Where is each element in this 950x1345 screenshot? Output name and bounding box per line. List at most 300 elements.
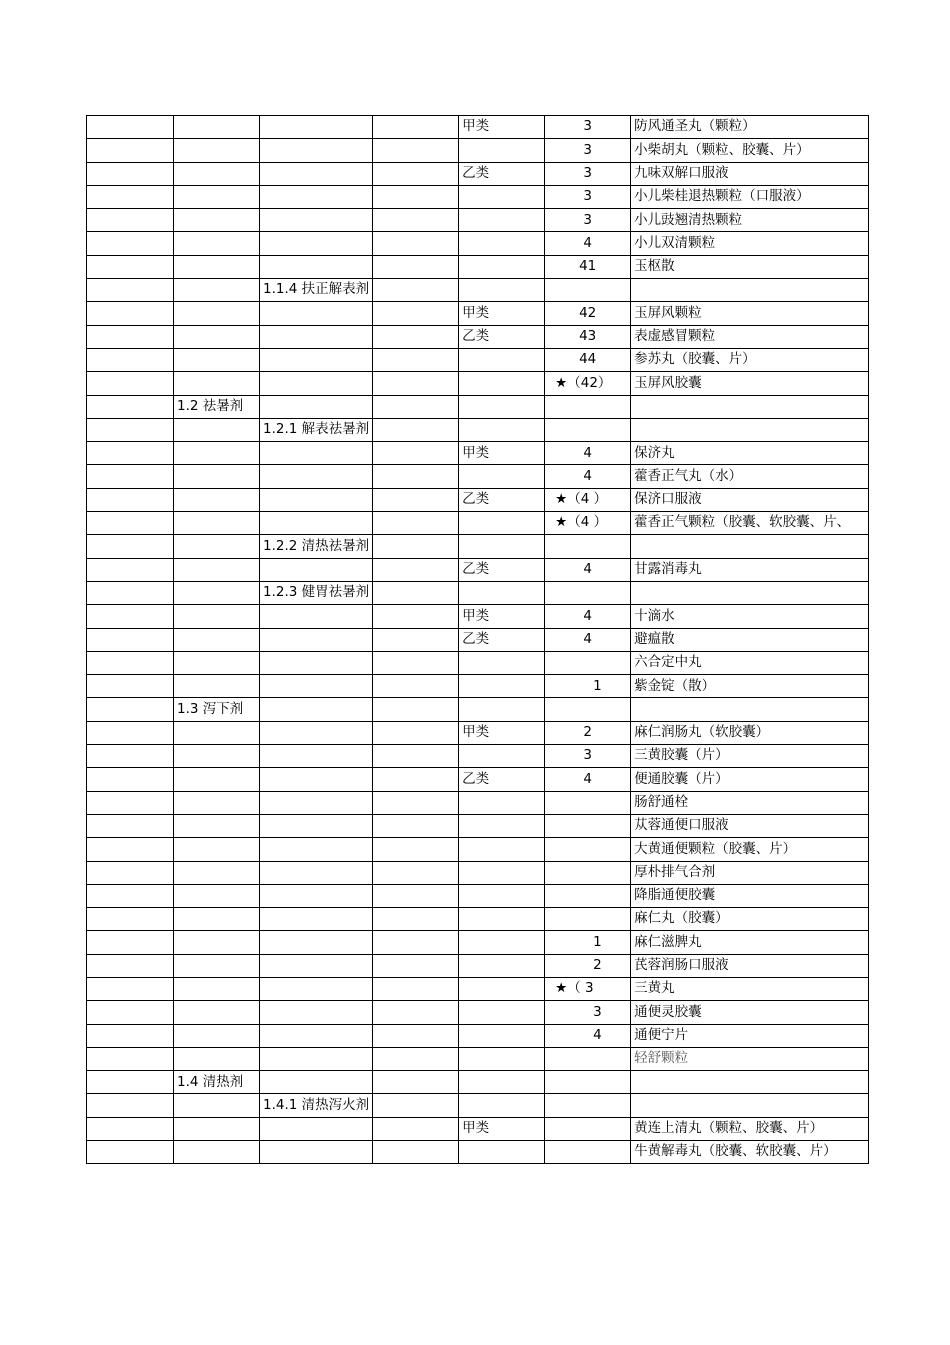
drug-name-cell: 保济丸 [631, 442, 869, 465]
drug-name-cell: 小儿豉翘清热颗粒 [631, 209, 869, 232]
col4-cell [373, 651, 459, 674]
table-row [87, 418, 869, 441]
subcategory-cell: 1.4.1 清热泻火剂 [260, 1094, 373, 1117]
col4-cell [373, 721, 459, 744]
col1-cell [87, 814, 174, 837]
category-cell [174, 581, 260, 604]
col4-cell [373, 908, 459, 931]
table-row [87, 908, 869, 931]
table-row [87, 954, 869, 977]
col1-cell [87, 861, 174, 884]
col4-cell [373, 232, 459, 255]
subcategory-cell [260, 651, 373, 674]
number-cell: 43 [545, 325, 631, 348]
class-cell: 甲类 [459, 721, 545, 744]
col4-cell [373, 1024, 459, 1047]
category-cell [174, 1047, 260, 1070]
number-cell [545, 884, 631, 907]
class-cell [459, 372, 545, 395]
col4-cell [373, 512, 459, 535]
number-cell: 41 [545, 255, 631, 278]
number-cell: 4 [545, 1024, 631, 1047]
number-cell: ★（4 ） [545, 488, 631, 511]
number-cell [545, 1117, 631, 1140]
class-cell: 甲类 [459, 605, 545, 628]
table-row [87, 255, 869, 278]
subcategory-cell [260, 861, 373, 884]
col1-cell [87, 209, 174, 232]
class-cell [459, 279, 545, 302]
category-cell [174, 442, 260, 465]
col1-cell [87, 931, 174, 954]
subcategory-cell [260, 675, 373, 698]
col1-cell [87, 1047, 174, 1070]
col4-cell [373, 954, 459, 977]
col4-cell [373, 977, 459, 1000]
subcategory-cell [260, 372, 373, 395]
category-cell [174, 372, 260, 395]
col1-cell [87, 512, 174, 535]
subcategory-cell: 1.1.4 扶正解表剂 [260, 279, 373, 302]
class-cell [459, 884, 545, 907]
subcategory-cell [260, 605, 373, 628]
number-cell: 3 [545, 162, 631, 185]
col4-cell [373, 675, 459, 698]
col4-cell [373, 1071, 459, 1094]
drug-name-cell: 避瘟散 [631, 628, 869, 651]
number-cell [545, 1071, 631, 1094]
table-row [87, 209, 869, 232]
col1-cell [87, 558, 174, 581]
class-cell [459, 418, 545, 441]
subcategory-cell [260, 1024, 373, 1047]
category-cell [174, 279, 260, 302]
table-row [87, 651, 869, 674]
category-cell [174, 977, 260, 1000]
category-cell [174, 139, 260, 162]
table-row [87, 1024, 869, 1047]
col1-cell [87, 1117, 174, 1140]
category-cell [174, 348, 260, 371]
class-cell: 乙类 [459, 558, 545, 581]
class-cell: 乙类 [459, 768, 545, 791]
col4-cell [373, 348, 459, 371]
col1-cell [87, 185, 174, 208]
col1-cell [87, 908, 174, 931]
category-cell [174, 558, 260, 581]
col1-cell [87, 279, 174, 302]
drug-name-cell [631, 418, 869, 441]
subcategory-cell [260, 977, 373, 1000]
table-row [87, 745, 869, 768]
class-cell [459, 1047, 545, 1070]
class-cell: 甲类 [459, 302, 545, 325]
drug-name-cell: 肠舒通栓 [631, 791, 869, 814]
subcategory-cell: 1.2.1 解表祛暑剂 [260, 418, 373, 441]
col4-cell [373, 279, 459, 302]
category-cell [174, 814, 260, 837]
col1-cell [87, 581, 174, 604]
col1-cell [87, 1141, 174, 1164]
subcategory-cell [260, 884, 373, 907]
subcategory-cell [260, 139, 373, 162]
subcategory-cell [260, 488, 373, 511]
table-row [87, 535, 869, 558]
number-cell: 4 [545, 465, 631, 488]
subcategory-cell [260, 768, 373, 791]
class-cell: 甲类 [459, 116, 545, 139]
col4-cell [373, 931, 459, 954]
table-row [87, 1001, 869, 1024]
drug-name-cell: 轻舒颗粒 [631, 1047, 869, 1070]
number-cell: 42 [545, 302, 631, 325]
category-cell [174, 116, 260, 139]
drug-name-cell [631, 698, 869, 721]
category-cell [174, 1024, 260, 1047]
col4-cell [373, 302, 459, 325]
category-cell [174, 1001, 260, 1024]
table-row [87, 1117, 869, 1140]
category-cell [174, 791, 260, 814]
col1-cell [87, 232, 174, 255]
table-row [87, 232, 869, 255]
class-cell [459, 954, 545, 977]
class-cell [459, 232, 545, 255]
class-cell [459, 395, 545, 418]
class-cell [459, 1141, 545, 1164]
table-row [87, 698, 869, 721]
class-cell [459, 535, 545, 558]
drug-name-cell: 甘露消毒丸 [631, 558, 869, 581]
col4-cell [373, 418, 459, 441]
subcategory-cell [260, 1071, 373, 1094]
subcategory-cell [260, 1117, 373, 1140]
col1-cell [87, 1001, 174, 1024]
class-cell: 甲类 [459, 1117, 545, 1140]
col4-cell [373, 372, 459, 395]
drug-name-cell: 藿香正气颗粒（胶囊、软胶囊、片、 [631, 512, 869, 535]
col1-cell [87, 1094, 174, 1117]
table-row [87, 605, 869, 628]
col1-cell [87, 698, 174, 721]
drug-name-cell: 麻仁丸（胶囊） [631, 908, 869, 931]
subcategory-cell [260, 814, 373, 837]
col1-cell [87, 465, 174, 488]
number-cell [545, 908, 631, 931]
category-cell [174, 162, 260, 185]
category-cell [174, 768, 260, 791]
drug-catalog-table [86, 115, 869, 1164]
category-cell [174, 418, 260, 441]
class-cell: 乙类 [459, 325, 545, 348]
col4-cell [373, 1047, 459, 1070]
class-cell [459, 861, 545, 884]
class-cell [459, 581, 545, 604]
col1-cell [87, 372, 174, 395]
col4-cell [373, 185, 459, 208]
number-cell [545, 1047, 631, 1070]
col1-cell [87, 768, 174, 791]
table-row [87, 558, 869, 581]
col4-cell [373, 605, 459, 628]
number-cell: 44 [545, 348, 631, 371]
class-cell [459, 814, 545, 837]
category-cell [174, 628, 260, 651]
number-cell [545, 698, 631, 721]
drug-name-cell: 保济口服液 [631, 488, 869, 511]
table-row [87, 838, 869, 861]
number-cell [545, 838, 631, 861]
class-cell [459, 838, 545, 861]
col4-cell [373, 581, 459, 604]
col4-cell [373, 838, 459, 861]
drug-name-cell: 小儿柴桂退热颗粒（口服液） [631, 185, 869, 208]
col4-cell [373, 162, 459, 185]
col4-cell [373, 442, 459, 465]
number-cell: 4 [545, 442, 631, 465]
col4-cell [373, 465, 459, 488]
col1-cell [87, 255, 174, 278]
table-row [87, 442, 869, 465]
table-row [87, 302, 869, 325]
subcategory-cell [260, 558, 373, 581]
number-cell: 3 [545, 745, 631, 768]
col4-cell [373, 209, 459, 232]
drug-name-cell [631, 395, 869, 418]
col1-cell [87, 791, 174, 814]
col4-cell [373, 116, 459, 139]
number-cell [545, 418, 631, 441]
table-row [87, 488, 869, 511]
col1-cell [87, 628, 174, 651]
category-cell [174, 209, 260, 232]
category-cell [174, 185, 260, 208]
subcategory-cell [260, 395, 373, 418]
number-cell: 4 [545, 628, 631, 651]
table-row [87, 628, 869, 651]
category-cell [174, 465, 260, 488]
subcategory-cell [260, 954, 373, 977]
category-cell [174, 721, 260, 744]
subcategory-cell [260, 185, 373, 208]
drug-name-cell [631, 279, 869, 302]
class-cell [459, 745, 545, 768]
class-cell [459, 1094, 545, 1117]
col4-cell [373, 791, 459, 814]
drug-name-cell: 九味双解口服液 [631, 162, 869, 185]
class-cell [459, 185, 545, 208]
class-cell [459, 255, 545, 278]
drug-name-cell: 降脂通便胶囊 [631, 884, 869, 907]
subcategory-cell [260, 791, 373, 814]
drug-name-cell: 表虚感冒颗粒 [631, 325, 869, 348]
class-cell [459, 139, 545, 162]
number-cell: ★（4 ） [545, 512, 631, 535]
category-cell: 1.3 泻下剂 [174, 698, 260, 721]
number-cell: 2 [545, 721, 631, 744]
drug-name-cell: 玉屏风颗粒 [631, 302, 869, 325]
col1-cell [87, 139, 174, 162]
drug-name-cell: 藿香正气丸（水） [631, 465, 869, 488]
table-row [87, 185, 869, 208]
col1-cell [87, 954, 174, 977]
class-cell: 乙类 [459, 488, 545, 511]
subcategory-cell [260, 325, 373, 348]
col4-cell [373, 1141, 459, 1164]
col4-cell [373, 1001, 459, 1024]
category-cell [174, 1141, 260, 1164]
drug-name-cell [631, 1094, 869, 1117]
class-cell [459, 675, 545, 698]
col1-cell [87, 442, 174, 465]
table-row [87, 1071, 869, 1094]
col4-cell [373, 768, 459, 791]
drug-name-cell: 芪蓉润肠口服液 [631, 954, 869, 977]
table-row [87, 675, 869, 698]
drug-name-cell: 黄连上清丸（颗粒、胶囊、片） [631, 1117, 869, 1140]
category-cell [174, 675, 260, 698]
subcategory-cell [260, 1141, 373, 1164]
class-cell [459, 908, 545, 931]
table-row [87, 1047, 869, 1070]
subcategory-cell: 1.2.3 健胃祛暑剂 [260, 581, 373, 604]
category-cell [174, 861, 260, 884]
number-cell: 3 [545, 185, 631, 208]
col1-cell [87, 302, 174, 325]
drug-name-cell: 小儿双清颗粒 [631, 232, 869, 255]
table-row [87, 861, 869, 884]
table-row [87, 512, 869, 535]
subcategory-cell [260, 255, 373, 278]
drug-name-cell: 通便宁片 [631, 1024, 869, 1047]
subcategory-cell [260, 1047, 373, 1070]
class-cell [459, 348, 545, 371]
col4-cell [373, 1117, 459, 1140]
subcategory-cell [260, 512, 373, 535]
col1-cell [87, 838, 174, 861]
col4-cell [373, 1094, 459, 1117]
subcategory-cell [260, 721, 373, 744]
category-cell: 1.4 清热剂 [174, 1071, 260, 1094]
col4-cell [373, 255, 459, 278]
drug-name-cell: 三黄胶囊（片） [631, 745, 869, 768]
table-row [87, 395, 869, 418]
drug-name-cell: 小柴胡丸（颗粒、胶囊、片） [631, 139, 869, 162]
category-cell [174, 908, 260, 931]
col1-cell [87, 1024, 174, 1047]
category-cell [174, 535, 260, 558]
drug-name-cell: 六合定中丸 [631, 651, 869, 674]
col4-cell [373, 628, 459, 651]
class-cell [459, 1001, 545, 1024]
subcategory-cell [260, 745, 373, 768]
number-cell [545, 581, 631, 604]
drug-name-cell: 防风通圣丸（颗粒） [631, 116, 869, 139]
subcategory-cell [260, 232, 373, 255]
col4-cell [373, 558, 459, 581]
table-row [87, 768, 869, 791]
drug-name-cell: 紫金锭（散） [631, 675, 869, 698]
category-cell [174, 302, 260, 325]
col1-cell [87, 651, 174, 674]
col1-cell [87, 1071, 174, 1094]
col1-cell [87, 884, 174, 907]
col4-cell [373, 139, 459, 162]
class-cell [459, 791, 545, 814]
number-cell: 1 [545, 931, 631, 954]
number-cell: ★（42） [545, 372, 631, 395]
table-row [87, 581, 869, 604]
number-cell [545, 1141, 631, 1164]
drug-name-cell: 三黄丸 [631, 977, 869, 1000]
class-cell [459, 512, 545, 535]
subcategory-cell [260, 162, 373, 185]
table-row [87, 791, 869, 814]
subcategory-cell [260, 628, 373, 651]
class-cell: 乙类 [459, 162, 545, 185]
category-cell [174, 651, 260, 674]
table-row [87, 1094, 869, 1117]
class-cell [459, 651, 545, 674]
col1-cell [87, 605, 174, 628]
number-cell: 2 [545, 954, 631, 977]
col1-cell [87, 325, 174, 348]
category-cell: 1.2 祛暑剂 [174, 395, 260, 418]
col4-cell [373, 488, 459, 511]
drug-name-cell: 麻仁润肠丸（软胶囊） [631, 721, 869, 744]
col4-cell [373, 861, 459, 884]
number-cell [545, 535, 631, 558]
category-cell [174, 1094, 260, 1117]
table-row [87, 162, 869, 185]
category-cell [174, 232, 260, 255]
number-cell: 4 [545, 232, 631, 255]
drug-name-cell: 厚朴排气合剂 [631, 861, 869, 884]
drug-name-cell [631, 1071, 869, 1094]
drug-name-cell: 参苏丸（胶囊、片） [631, 348, 869, 371]
table-row [87, 977, 869, 1000]
number-cell [545, 279, 631, 302]
drug-name-cell: 牛黄解毒丸（胶囊、软胶囊、片） [631, 1141, 869, 1164]
subcategory-cell [260, 908, 373, 931]
number-cell [545, 814, 631, 837]
class-cell [459, 1071, 545, 1094]
table-row [87, 721, 869, 744]
category-cell [174, 255, 260, 278]
number-cell: 3 [545, 1001, 631, 1024]
subcategory-cell [260, 302, 373, 325]
number-cell: 1 [545, 675, 631, 698]
number-cell [545, 651, 631, 674]
number-cell: 4 [545, 768, 631, 791]
col1-cell [87, 488, 174, 511]
col1-cell [87, 977, 174, 1000]
col1-cell [87, 745, 174, 768]
table-row [87, 279, 869, 302]
class-cell: 乙类 [459, 628, 545, 651]
number-cell: 4 [545, 605, 631, 628]
col4-cell [373, 745, 459, 768]
number-cell [545, 395, 631, 418]
number-cell [545, 791, 631, 814]
number-cell: ★（ 3 [545, 977, 631, 1000]
col1-cell [87, 162, 174, 185]
col4-cell [373, 814, 459, 837]
drug-name-cell: 玉屏风胶囊 [631, 372, 869, 395]
col1-cell [87, 721, 174, 744]
subcategory-cell [260, 465, 373, 488]
col4-cell [373, 698, 459, 721]
